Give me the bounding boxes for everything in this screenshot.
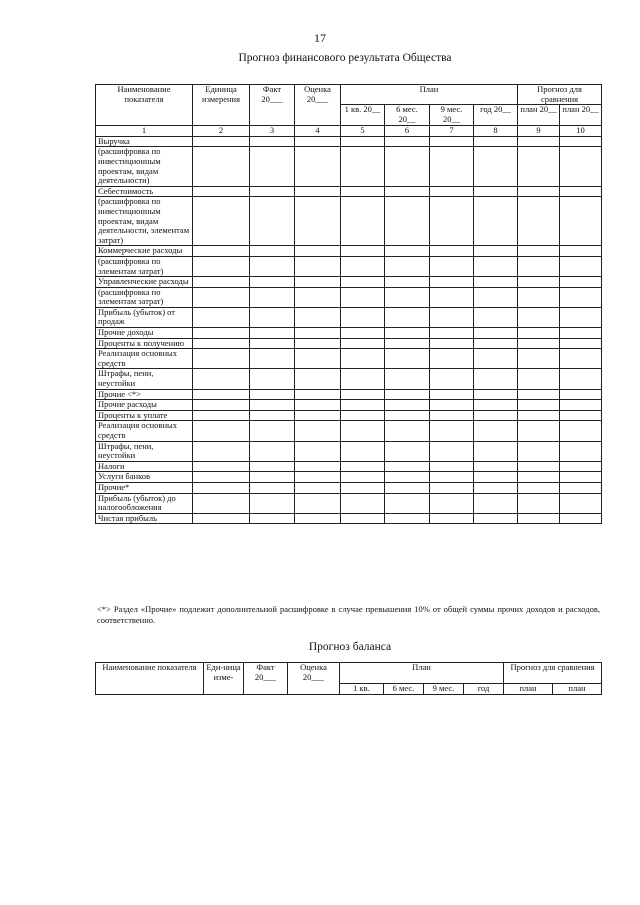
table-cell [250, 493, 295, 513]
table-cell [385, 186, 430, 197]
table-cell [341, 287, 385, 307]
table-cell [518, 338, 560, 349]
table-cell [474, 493, 518, 513]
table-cell [341, 147, 385, 186]
table-cell [385, 369, 430, 389]
table-row [96, 328, 602, 339]
table-cell [430, 513, 474, 524]
table-cell [560, 441, 602, 461]
table-cell [560, 136, 602, 147]
table-cell [518, 349, 560, 369]
table-cell [518, 441, 560, 461]
table-row [96, 410, 602, 421]
table-cell [250, 389, 295, 400]
table-cell [250, 349, 295, 369]
table-cell [193, 186, 250, 197]
row-label: Прочие <*> [96, 389, 193, 400]
table-cell [295, 472, 341, 483]
table-cell [430, 197, 474, 246]
table-cell [385, 472, 430, 483]
column-number-cell: 5 [341, 126, 385, 137]
t2-header-forecast: Прогноз для сравнения [504, 663, 602, 684]
table-cell [295, 482, 341, 493]
table-cell [430, 287, 474, 307]
header-forecast-plan2: план 20__ [560, 105, 602, 126]
table-cell [295, 400, 341, 411]
table-cell [474, 369, 518, 389]
table-cell [430, 421, 474, 441]
table-cell [385, 197, 430, 246]
table-cell [341, 349, 385, 369]
header-forecast: Прогноз для сравнения [518, 85, 602, 105]
table-cell [250, 287, 295, 307]
table-cell [295, 246, 341, 257]
header-name: Наименование показателя [96, 85, 193, 126]
table-cell [250, 136, 295, 147]
table-cell [341, 482, 385, 493]
header-plan-6m: 6 мес. 20__ [385, 105, 430, 126]
table-cell [250, 369, 295, 389]
table-cell [250, 421, 295, 441]
table-cell [474, 400, 518, 411]
table-cell [193, 461, 250, 472]
table-cell [560, 410, 602, 421]
table-cell [430, 307, 474, 327]
row-label: Штрафы, пени, неустойки [96, 369, 193, 389]
table-cell [250, 400, 295, 411]
table-row [96, 277, 602, 288]
table-cell [430, 441, 474, 461]
table-cell [341, 421, 385, 441]
table-cell [560, 307, 602, 327]
header-fact: Факт 20___ [250, 85, 295, 126]
table-cell [295, 147, 341, 186]
row-label: Реализация основных средств [96, 421, 193, 441]
table-cell [385, 441, 430, 461]
table-cell [518, 246, 560, 257]
table-cell [430, 147, 474, 186]
table-cell [560, 369, 602, 389]
table-cell [560, 246, 602, 257]
table-row [96, 461, 602, 472]
header-plan: План [341, 85, 518, 105]
table-cell [474, 513, 518, 524]
table-cell [250, 277, 295, 288]
table-cell [250, 482, 295, 493]
table-cell [430, 410, 474, 421]
table-cell [193, 369, 250, 389]
table-cell [295, 493, 341, 513]
table-cell [295, 349, 341, 369]
table-cell [518, 472, 560, 483]
table-cell [560, 482, 602, 493]
table-cell [385, 389, 430, 400]
table-row [96, 482, 602, 493]
table-cell [474, 186, 518, 197]
table-cell [193, 389, 250, 400]
column-number-cell: 8 [474, 126, 518, 137]
t2-header-plan-year: год [464, 684, 504, 695]
table-cell [385, 136, 430, 147]
table-cell [193, 246, 250, 257]
header-plan-9m: 9 мес. 20__ [430, 105, 474, 126]
table-cell [560, 256, 602, 276]
table-row [96, 197, 602, 246]
table-cell [193, 307, 250, 327]
table-cell [250, 246, 295, 257]
table-cell [474, 256, 518, 276]
row-label: Услуги банков [96, 472, 193, 483]
table-cell [250, 513, 295, 524]
table-cell [474, 197, 518, 246]
table-cell [474, 246, 518, 257]
t2-header-forecast-plan1: план [504, 684, 553, 695]
table-cell [341, 400, 385, 411]
table-cell [430, 461, 474, 472]
table-cell [560, 513, 602, 524]
table-cell [385, 287, 430, 307]
table-cell [518, 513, 560, 524]
table-cell [518, 307, 560, 327]
row-label: Прибыль (убыток) от продаж [96, 307, 193, 327]
t2-header-plan: План [340, 663, 504, 684]
table-cell [518, 461, 560, 472]
table-row [96, 441, 602, 461]
table-cell [474, 421, 518, 441]
table-cell [341, 410, 385, 421]
table-cell [193, 441, 250, 461]
table-cell [341, 472, 385, 483]
table-cell [430, 246, 474, 257]
header-forecast-plan1: план 20__ [518, 105, 560, 126]
t2-header-fact: Факт 20___ [244, 663, 288, 695]
table-cell [560, 186, 602, 197]
row-label: Проценты к получению [96, 338, 193, 349]
row-label: Управленческие расходы [96, 277, 193, 288]
table-cell [385, 246, 430, 257]
table-cell [474, 410, 518, 421]
table-cell [250, 197, 295, 246]
t2-header-forecast-plan2: план [553, 684, 602, 695]
table-cell [341, 277, 385, 288]
row-label: (расшифровка по инвестиционным проектам, видам деятельности, элементам затрат) [96, 197, 193, 246]
table-cell [560, 421, 602, 441]
table-cell [430, 277, 474, 288]
row-label: Прочие расходы [96, 400, 193, 411]
row-label: Налоги [96, 461, 193, 472]
table1-title: Прогноз финансового результата Общества [238, 52, 452, 64]
table-cell [341, 441, 385, 461]
table-cell [385, 421, 430, 441]
table-cell [474, 136, 518, 147]
table-cell [341, 307, 385, 327]
table-cell [193, 136, 250, 147]
table-cell [295, 410, 341, 421]
table-cell [385, 482, 430, 493]
table-cell [341, 369, 385, 389]
table-cell [193, 482, 250, 493]
table-cell [474, 482, 518, 493]
table-cell [385, 328, 430, 339]
table-row [96, 493, 602, 513]
table-cell [518, 421, 560, 441]
table-cell [560, 461, 602, 472]
table-cell [341, 256, 385, 276]
table-cell [250, 307, 295, 327]
table-cell [385, 410, 430, 421]
table-cell [341, 328, 385, 339]
table-cell [250, 461, 295, 472]
table-cell [385, 147, 430, 186]
table-cell [193, 147, 250, 186]
table-cell [518, 147, 560, 186]
table-cell [385, 338, 430, 349]
row-label: Прочие доходы [96, 328, 193, 339]
table-cell [295, 338, 341, 349]
table-cell [341, 493, 385, 513]
row-label: Прибыль (убыток) до налогообложения [96, 493, 193, 513]
table-cell [430, 482, 474, 493]
table-cell [430, 186, 474, 197]
table-cell [193, 493, 250, 513]
table-cell [518, 389, 560, 400]
table-cell [474, 349, 518, 369]
table-cell [474, 307, 518, 327]
table-cell [560, 349, 602, 369]
table-cell [250, 441, 295, 461]
table-cell [385, 256, 430, 276]
t2-header-unit: Еди-ница изме- [204, 663, 244, 695]
table-cell [430, 349, 474, 369]
table-cell [193, 400, 250, 411]
table-cell [250, 410, 295, 421]
table-cell [295, 513, 341, 524]
table-cell [560, 147, 602, 186]
table-cell [560, 277, 602, 288]
column-number-cell: 4 [295, 126, 341, 137]
table-cell [385, 277, 430, 288]
table-cell [385, 400, 430, 411]
column-number-cell: 1 [96, 126, 193, 137]
column-number-cell: 2 [193, 126, 250, 137]
table-row [96, 246, 602, 257]
table-cell [193, 197, 250, 246]
header-estimate: Оценка 20___ [295, 85, 341, 126]
table-cell [341, 513, 385, 524]
table-cell [474, 441, 518, 461]
row-label: Себестоимость [96, 186, 193, 197]
table-cell [518, 287, 560, 307]
table-cell [295, 369, 341, 389]
table-cell [295, 461, 341, 472]
table-cell [560, 472, 602, 483]
table-cell [295, 186, 341, 197]
table-cell [430, 136, 474, 147]
table-cell [341, 461, 385, 472]
table-cell [474, 287, 518, 307]
table-cell [560, 197, 602, 246]
t2-header-estimate: Оценка 20___ [288, 663, 340, 695]
table-cell [341, 389, 385, 400]
table-cell [518, 136, 560, 147]
table2-title: Прогноз баланса [308, 641, 392, 653]
row-label: (расшифровка по элементам затрат) [96, 256, 193, 276]
table-cell [518, 410, 560, 421]
table-row [96, 307, 602, 327]
table-cell [430, 369, 474, 389]
table-cell [474, 338, 518, 349]
table-cell [430, 338, 474, 349]
table-row [96, 369, 602, 389]
column-number-cell: 7 [430, 126, 474, 137]
row-label: (расшифровка по инвестиционным проектам, видам деятельности) [96, 147, 193, 186]
table-cell [341, 338, 385, 349]
row-label: Коммерческие расходы [96, 246, 193, 257]
table-cell [341, 186, 385, 197]
table-row [96, 147, 602, 186]
table-cell [560, 493, 602, 513]
row-label: Чистая прибыль [96, 513, 193, 524]
table-row [96, 513, 602, 524]
table-cell [295, 136, 341, 147]
table-cell [430, 328, 474, 339]
row-label: Реализация основных средств [96, 349, 193, 369]
table-cell [430, 493, 474, 513]
t2-header-plan-6m: 6 мес. [384, 684, 424, 695]
row-label: Прочие* [96, 482, 193, 493]
table-cell [518, 328, 560, 339]
table-cell [560, 328, 602, 339]
table-cell [518, 493, 560, 513]
table-cell [341, 136, 385, 147]
table-cell [474, 461, 518, 472]
table-cell [474, 147, 518, 186]
table-cell [560, 287, 602, 307]
table-row [96, 349, 602, 369]
table-cell [193, 472, 250, 483]
column-number-cell: 3 [250, 126, 295, 137]
table-row [96, 136, 602, 147]
table-cell [295, 256, 341, 276]
table-cell [518, 277, 560, 288]
t2-header-name: Наименование показателя [96, 663, 204, 695]
table-row [96, 400, 602, 411]
column-number-cell: 10 [560, 126, 602, 137]
table-cell [193, 513, 250, 524]
table-cell [385, 513, 430, 524]
column-number-cell: 9 [518, 126, 560, 137]
row-label: Штрафы, пени, неустойки [96, 441, 193, 461]
header-unit: Единица измерения [193, 85, 250, 126]
table-cell [518, 400, 560, 411]
table-cell [295, 328, 341, 339]
table-row [96, 389, 602, 400]
t2-header-plan-9m: 9 мес. [424, 684, 464, 695]
table-cell [341, 197, 385, 246]
column-numbers-row [96, 126, 602, 137]
table-cell [518, 197, 560, 246]
table-cell [193, 328, 250, 339]
table-cell [250, 186, 295, 197]
table-cell [295, 277, 341, 288]
table-cell [193, 349, 250, 369]
table-cell [430, 472, 474, 483]
table-cell [474, 328, 518, 339]
table-cell [295, 421, 341, 441]
table-cell [430, 389, 474, 400]
table-cell [560, 338, 602, 349]
table-cell [518, 482, 560, 493]
table-cell [193, 256, 250, 276]
table-row [96, 256, 602, 276]
table-cell [430, 256, 474, 276]
table-cell [560, 400, 602, 411]
header-plan-year: год 20__ [474, 105, 518, 126]
table-cell [518, 186, 560, 197]
table-cell [341, 246, 385, 257]
table-cell [474, 277, 518, 288]
table-row [96, 421, 602, 441]
page-number: 17 [314, 31, 326, 45]
table-cell [430, 400, 474, 411]
table-row [96, 472, 602, 483]
table-cell [385, 493, 430, 513]
balance-forecast-table [95, 662, 602, 695]
table-cell [560, 389, 602, 400]
table-cell [518, 369, 560, 389]
table-cell [295, 307, 341, 327]
column-number-cell: 6 [385, 126, 430, 137]
table-cell [385, 349, 430, 369]
row-label: Выручка [96, 136, 193, 147]
row-label: (расшифровка по элементам затрат) [96, 287, 193, 307]
table-cell [193, 277, 250, 288]
table-cell [295, 287, 341, 307]
table-cell [518, 256, 560, 276]
table-cell [385, 307, 430, 327]
table-row [96, 287, 602, 307]
table-cell [193, 410, 250, 421]
table-cell [474, 389, 518, 400]
table-cell [250, 147, 295, 186]
table-cell [193, 421, 250, 441]
table-cell [295, 441, 341, 461]
table-row [96, 338, 602, 349]
header-plan-q1: 1 кв. 20__ [341, 105, 385, 126]
table-cell [250, 328, 295, 339]
table-cell [193, 338, 250, 349]
table-cell [295, 389, 341, 400]
table-cell [250, 472, 295, 483]
financial-result-table [95, 84, 602, 524]
table-cell [250, 338, 295, 349]
table-cell [474, 472, 518, 483]
row-label: Проценты к уплате [96, 410, 193, 421]
table-cell [295, 197, 341, 246]
table-cell [250, 256, 295, 276]
footnote: <*> Раздел «Прочие» подлежит дополнительной расшифровке в случае превышения 10% от общей суммы прочих доходов и расходов, соответственно. [97, 604, 600, 625]
table-row [96, 186, 602, 197]
t2-header-plan-q1: 1 кв. [340, 684, 384, 695]
table-cell [193, 287, 250, 307]
table-cell [385, 461, 430, 472]
